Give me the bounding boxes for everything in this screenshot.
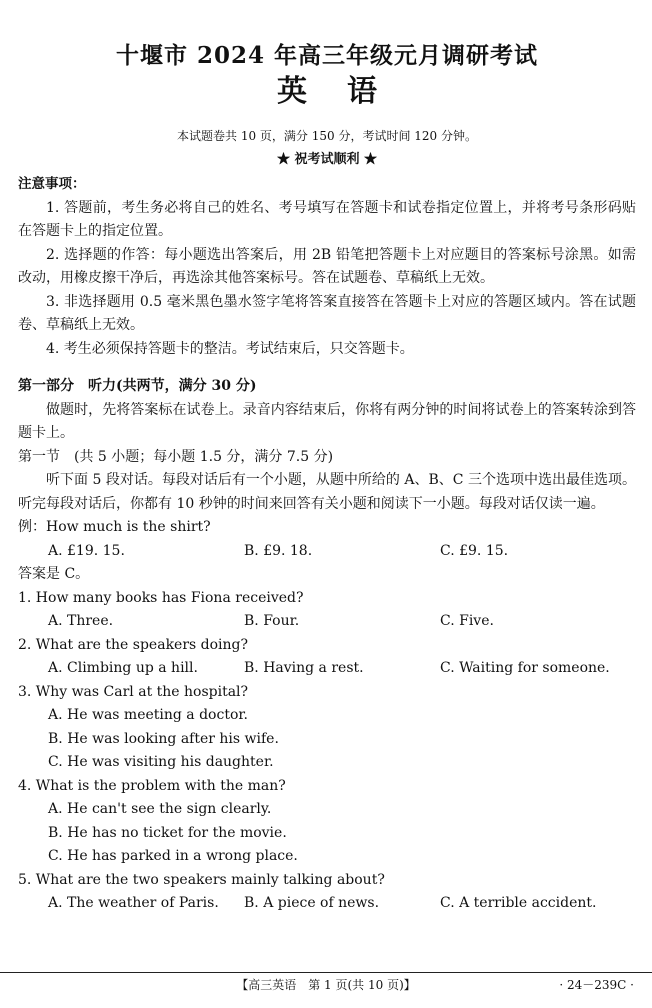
option-b: B. Having a rest. (244, 660, 364, 676)
exam-page (18, 40, 636, 916)
question-4-options (18, 798, 636, 869)
exam-code: · 24－239C · (559, 978, 634, 992)
option-a: A. Three. (48, 613, 114, 629)
example-answer: 答案是 C。 (18, 566, 90, 582)
question-1: 1. How many books has Fiona received? (18, 589, 304, 606)
option-a: A. Climbing up a hill. (48, 660, 198, 676)
section1-intro: 听下面 5 段对话。每段对话后有一个小题，从题中所给的 A、B、C 三个选项中选出最佳选项。听完每段对话后，你都有 10 秒钟的时间来回答有关小题和阅读下一小题。每段对话仅读一遍。 (18, 472, 636, 512)
exam-title: 十堰市 2024 年高三年级元月调研考试 (115, 42, 539, 69)
option-b: B. A piece of news. (244, 895, 380, 911)
option-a: A. The weather of Paris. (48, 895, 219, 911)
notes-heading: 注意事项： (18, 176, 86, 192)
option-c: C. Five. (440, 613, 494, 629)
part1-intro: 做题时，先将答案标在试卷上。录音内容结束后，你将有两分钟的时间将试卷上的答案转涂到答题卡上。 (18, 401, 636, 441)
option-b: B. He has no ticket for the movie. (48, 824, 287, 841)
page-footer (0, 972, 652, 997)
option-c: C. Waiting for someone. (440, 660, 610, 676)
note-item: 2. 选择题的作答：每小题选出答案后，用 2B 铅笔把答题卡上对应题目的答案标号涂黑。如需改动，用橡皮擦干净后，再选涂其他答案标号。答在试题卷、草稿纸上无效。 (18, 246, 636, 286)
exam-meta: 本试题卷共 10 页，满分 150 分，考试时间 120 分钟。 (177, 129, 477, 143)
subject-title: 英语 (277, 74, 417, 109)
option-a: A. £19. 15. (48, 542, 125, 559)
question-4: 4. What is the problem with the man? (18, 777, 286, 794)
example-question: 例：How much is the shirt? (18, 519, 211, 535)
section1-heading: 第一节 (共 5 小题；每小题 1.5 分，满分 7.5 分) (18, 448, 334, 465)
question-1-options (18, 610, 636, 634)
option-c: C. He has parked in a wrong place. (48, 848, 298, 864)
option-b: B. £9. 18. (244, 542, 313, 559)
note-item: 4. 考生必须保持答题卡的整洁。考试结束后，只交答题卡。 (46, 340, 414, 357)
page-label: 【高三英语 第 1 页(共 10 页)】 (236, 978, 416, 992)
option-b: B. Four. (244, 613, 300, 629)
note-item: 3. 非选择题用 0.5 毫米黑色墨水签字笔将答案直接答在答题卡上对应的答题区域内。答在试题卷、草稿纸上无效。 (18, 293, 636, 333)
option-b: B. He was looking after his wife. (48, 730, 279, 747)
option-a: A. He can't see the sign clearly. (48, 801, 272, 817)
question-3: 3. Why was Carl at the hospital? (18, 683, 249, 700)
question-5-options (18, 892, 636, 916)
question-3-options (18, 704, 636, 775)
question-5: 5. What are the two speakers mainly talking about? (18, 871, 385, 888)
option-c: C. He was visiting his daughter. (48, 754, 274, 770)
option-a: A. He was meeting a doctor. (48, 707, 248, 723)
question-2-options (18, 657, 636, 681)
note-item: 1. 答题前，考生务必将自己的姓名、考号填写在答题卡和试卷指定位置上，并将考号条形码贴在答题卡上的指定位置。 (18, 199, 636, 239)
option-c: C. A terrible accident. (440, 895, 597, 911)
good-luck-line: ★ 祝考试顺利 ★ (276, 152, 378, 167)
option-c: C. £9. 15. (440, 542, 509, 559)
part1-heading: 第一部分 听力(共两节，满分 30 分) (18, 378, 257, 394)
example-options (18, 540, 636, 564)
question-2: 2. What are the speakers doing? (18, 636, 249, 653)
